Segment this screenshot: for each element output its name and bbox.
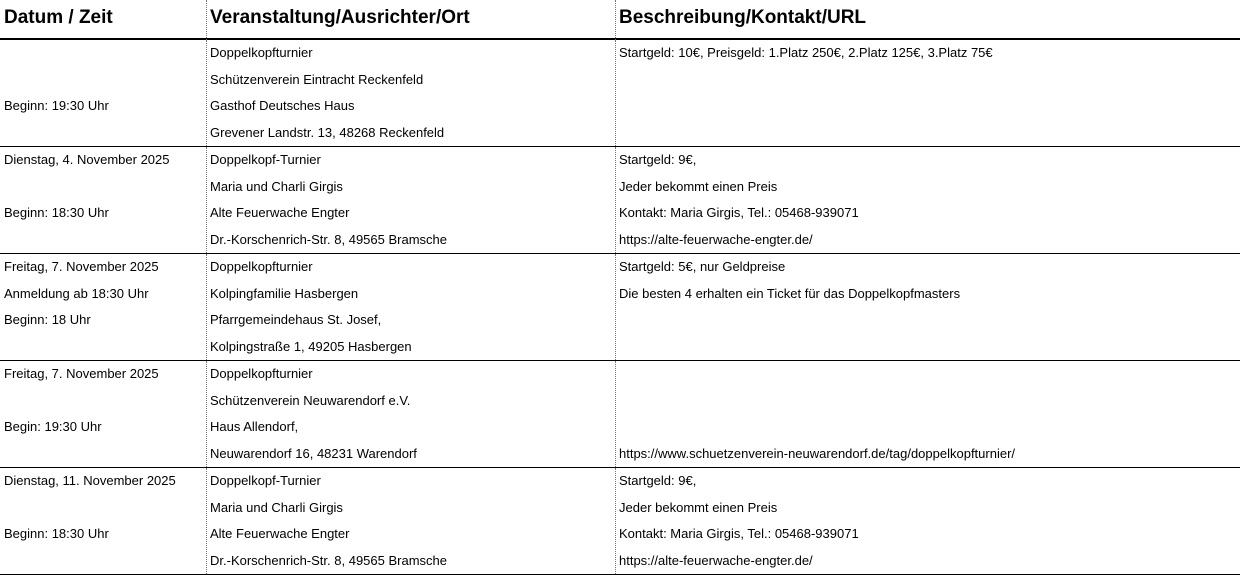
veranstaltung-line: Haus Allendorf,: [210, 419, 299, 434]
datum-line: Beginn: 18:30 Uhr: [4, 526, 109, 541]
datum-line: Freitag, 7. November 2025: [4, 259, 159, 274]
datum-line: Dienstag, 4. November 2025: [4, 152, 170, 167]
cell-datum: [0, 147, 206, 253]
cell-datum: [0, 468, 206, 574]
cell-veranstaltung: [206, 147, 616, 253]
veranstaltung-line: Gasthof Deutsches Haus: [210, 98, 355, 113]
cell-veranstaltung: [206, 40, 616, 146]
veranstaltung-line: Alte Feuerwache Engter: [210, 526, 350, 541]
datum-line: Freitag, 7. November 2025: [4, 366, 159, 381]
cell-datum: [0, 40, 206, 146]
cell-veranstaltung: [206, 361, 616, 467]
cell-beschreibung: [615, 468, 1240, 574]
cell-beschreibung: [615, 40, 1240, 146]
beschreibung-line: Jeder bekommt einen Preis: [619, 178, 778, 194]
veranstaltung-line: Grevener Landstr. 13, 48268 Reckenfeld: [210, 124, 445, 140]
beschreibung-line: Kontakt: Maria Girgis, Tel.: 05468-939071: [619, 205, 859, 220]
veranstaltung-line: Schützenverein Eintracht Reckenfeld: [210, 71, 424, 87]
header-veranstaltung: Veranstaltung/Ausrichter/Ort: [210, 7, 470, 28]
beschreibung-line: https://www.schuetzenverein-neuwarendorf.de/tag/doppelkopfturnier/: [619, 445, 1016, 461]
table-row: [0, 361, 1240, 468]
cell-veranstaltung: [206, 468, 616, 574]
datum-line: Beginn: 18:30 Uhr: [4, 205, 109, 220]
table-body: [0, 40, 1240, 575]
header-datum-zeit: Datum / Zeit: [4, 7, 113, 28]
datum-line: Begin: 19:30 Uhr: [4, 419, 102, 434]
beschreibung-line: Die besten 4 erhalten ein Ticket für das Doppelkopfmasters: [619, 285, 961, 301]
beschreibung-line: Kontakt: Maria Girgis, Tel.: 05468-939071: [619, 526, 859, 541]
veranstaltung-line: Doppelkopfturnier: [210, 259, 313, 274]
table-header: [0, 0, 1240, 40]
column-divider: [206, 0, 207, 40]
table-row: [0, 468, 1240, 575]
cell-beschreibung: [615, 147, 1240, 253]
veranstaltung-line: Kolpingstraße 1, 49205 Hasbergen: [210, 338, 412, 354]
veranstaltung-line: Schützenverein Neuwarendorf e.V.: [210, 392, 411, 408]
datum-line: Anmeldung ab 18:30 Uhr: [4, 285, 149, 301]
veranstaltung-line: Dr.-Korschenrich-Str. 8, 49565 Bramsche: [210, 552, 447, 568]
veranstaltung-line: Maria und Charli Girgis: [210, 178, 343, 194]
datum-line: Beginn: 19:30 Uhr: [4, 98, 109, 113]
veranstaltung-line: Doppelkopfturnier: [210, 45, 313, 60]
veranstaltung-line: Doppelkopf-Turnier: [210, 473, 321, 488]
cell-datum: [0, 254, 206, 360]
table-row: [0, 40, 1240, 147]
beschreibung-line: https://alte-feuerwache-engter.de/: [619, 552, 813, 568]
cell-beschreibung: [615, 254, 1240, 360]
veranstaltung-line: Doppelkopfturnier: [210, 366, 313, 381]
cell-beschreibung: [615, 361, 1240, 467]
beschreibung-line: Startgeld: 9€,: [619, 152, 697, 167]
veranstaltung-line: Doppelkopf-Turnier: [210, 152, 321, 167]
beschreibung-line: Startgeld: 9€,: [619, 473, 697, 488]
datum-line: Beginn: 18 Uhr: [4, 312, 91, 327]
column-divider: [615, 0, 616, 40]
beschreibung-line: https://alte-feuerwache-engter.de/: [619, 231, 813, 247]
veranstaltung-line: Alte Feuerwache Engter: [210, 205, 350, 220]
veranstaltung-line: Maria und Charli Girgis: [210, 499, 343, 515]
cell-datum: [0, 361, 206, 467]
beschreibung-line: Startgeld: 5€, nur Geldpreise: [619, 259, 786, 274]
table-row: [0, 254, 1240, 361]
veranstaltung-line: Pfarrgemeindehaus St. Josef,: [210, 312, 382, 327]
veranstaltung-line: Kolpingfamilie Hasbergen: [210, 285, 359, 301]
beschreibung-line: Startgeld: 10€, Preisgeld: 1.Platz 250€, 2.Platz 125€, 3.Platz 75€: [619, 45, 993, 60]
veranstaltung-line: Neuwarendorf 16, 48231 Warendorf: [210, 445, 417, 461]
header-beschreibung: Beschreibung/Kontakt/URL: [619, 7, 867, 28]
table-row: [0, 147, 1240, 254]
cell-veranstaltung: [206, 254, 616, 360]
datum-line: Dienstag, 11. November 2025: [4, 473, 176, 488]
veranstaltung-line: Dr.-Korschenrich-Str. 8, 49565 Bramsche: [210, 231, 447, 247]
beschreibung-line: Jeder bekommt einen Preis: [619, 499, 778, 515]
